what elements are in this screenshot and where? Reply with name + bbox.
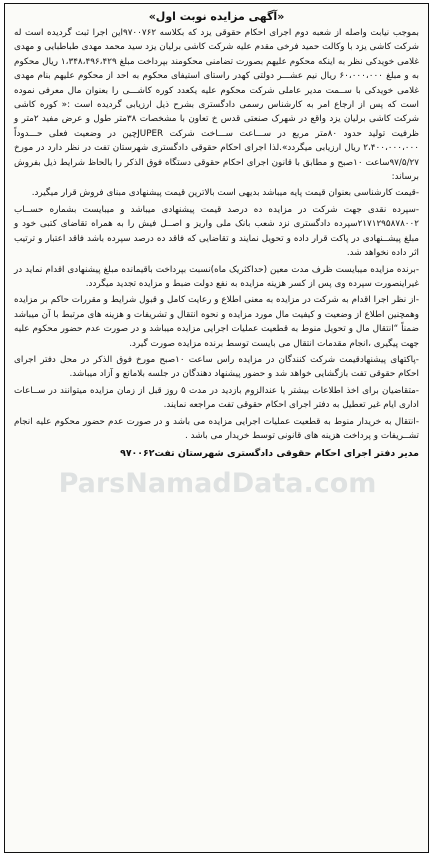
- notice-paragraph-main: بموجب نیابت واصله از شعبه دوم اجرای احکام حقوقی یزد که بکلاسه ۹۷۰۰۷۶۲این اجرا ثبت گردیده است له شرکت کاشی یزد با وکالت حمید فرخی مقدم علیه شرکت کاشی برلیان یزد سید محمد مهدی طباطبایی و مهدی غلامی خویدکی نظر به اینکه محکوم علیهم بصورت تضامنی محکومند بپرداخت مبلغ ۱،۳۴۸،۴۹۶،۴۲۹ ریال محکوم به و مبلغ ۶۰،۰۰۰،۰۰۰ ریال نیم عشـــر دولتی کهدر راستای استیفای محکوم به احد از محکوم علیهم بنام مهدی غلامی خویدکی با ســمت مدیر عاملی شرکت محکوم علیه یکعدد کوره کاشـــی را بعنوان مال معرفی نموده است که پس از ارجاع امر به کارشناس رسمی دادگستری بشرح ذیل ارزیابی گردیده است :« کوره کاشی شرکت کاشی برلیان یزد واقع در شهرک صنعتی قدس خ تعاون با مشخصات ۳۸متر طول و عرض مفید ۲متر و ظرفیت تولید حدود ۸۰متر مربع در ســـاعت ســـاخت شرکت JUPERچین در وضعیت فعلی حـــدوداً ۲،۴۰۰،۰۰۰،۰۰۰ ریال ارزیابی میگردد».لذا اجرای احکام حقوقی دادگستری شهرستان تفت در نظر دارد در مورخ ۹۷/۵/۲۷ساعت ۱۰صبح و مطابق با قانون اجرای احکام حقوقی دستگاه فوق الذکر را بالحاظ شرایط ذیل بفروش برساند:: [14, 28, 420, 183]
- notice-paragraph-deposit: -سپرده نقدی جهت شرکت در مزایده ده درصد قیمت پیشنهادی میباشد و میبایست بشماره حســاب ۲۱۷۱۲۹۵۸۷۸۰۰۲سپرده دادگستری نزد شعب بانک ملی واریز و اصــل فیش را به همراه تقاضای کتبی خود و مبلغ پیشــنهادی در پاکت قرار داده و تحویل نمایند و تقاضایی که فاقد ده درصد سپرده باشد فاقد اعتبار و ترتیب اثر داده نخواهد شد.: [14, 204, 419, 259]
- watermark-logo: ParsNamadData.com: [58, 468, 377, 499]
- notice-paragraph-visit: -متقاضیان برای اخذ اطلاعات بیشتر یا عندالزوم بازدید در مدت ۵ روز قبل از زمان مزایده میتوانند در ســاعات اداری ایام غیر تعطیل به دفتر اجرای احکام حقوقی تفت مراجعه نمایند.: [14, 385, 419, 411]
- notice-paragraph-base-price: -قیمت کارشناسی بعنوان قیمت پایه میباشد بدیهی است بالاترین قیمت پیشنهادی مبنای فروش قرار میگیرد.: [31, 188, 419, 199]
- notice-paragraph-transfer: -انتقال به خریدار منوط به قطعیت عملیات اجرایی مزایده می باشد و در صورت عدم حضور محکوم علیه انجام تشــریفات و پرداخت هزینه های قانونی توسط خریدار می باشد .: [14, 416, 419, 441]
- notice-title: «آگهی مزایده نوبت اول»: [148, 10, 285, 23]
- notice-paragraph-winner-payment: -برنده مزایده میبایست ظرف مدت معین (حداکثریک ماه)نسبت بپرداخت باقیمانده مبلغ پیشنهادی اقدام نماید در غیراینصورت سپرده وی پس از کسر هزینه مزایده به نفع دولت ضبط و مزایده تجدید میگردد.: [14, 264, 419, 289]
- notice-paragraph-opening: -پاکتهای پیشنهادقیمت شرکت کنندگان در مزایده راس ساعت ۱۰صبح مورخ فوق الذکر در محل دفتر اجرای احکام حقوقی تفت بازگشایی خواهد شد و حضور پیشنهاد دهندگان در جلسه بلامانع و آزاد میباشد.: [14, 354, 419, 380]
- notice-paragraph-terms: -از نظر اجرا اقدام به شرکت در مزایده به معنی اطلاع و رعایت کامل و قبول شرایط و مقررات حاکم بر مزایده وهمچنین اطلاع از وضعیت و کیفیت مال مورد مزایده و نحوه انتقال و تشریفات و هزینه های مرتبط با آن میباشد ضمناً “انتقال مال و تحویل منوط به قطعیت عملیات اجرایی مزایده میباشد و در صورت عدم حضور محکوم علیه جهت پیگیری ،انجام مقدمات انتقال می بایست توسط برنده مزایده صورت گیرد.: [14, 295, 419, 349]
- auction-notice: [4, 3, 429, 853]
- notice-signature: مدیر دفتر اجرای احکام حقوقی دادگستری شهرستان تفت۹۷۰۰۶۲: [120, 448, 419, 460]
